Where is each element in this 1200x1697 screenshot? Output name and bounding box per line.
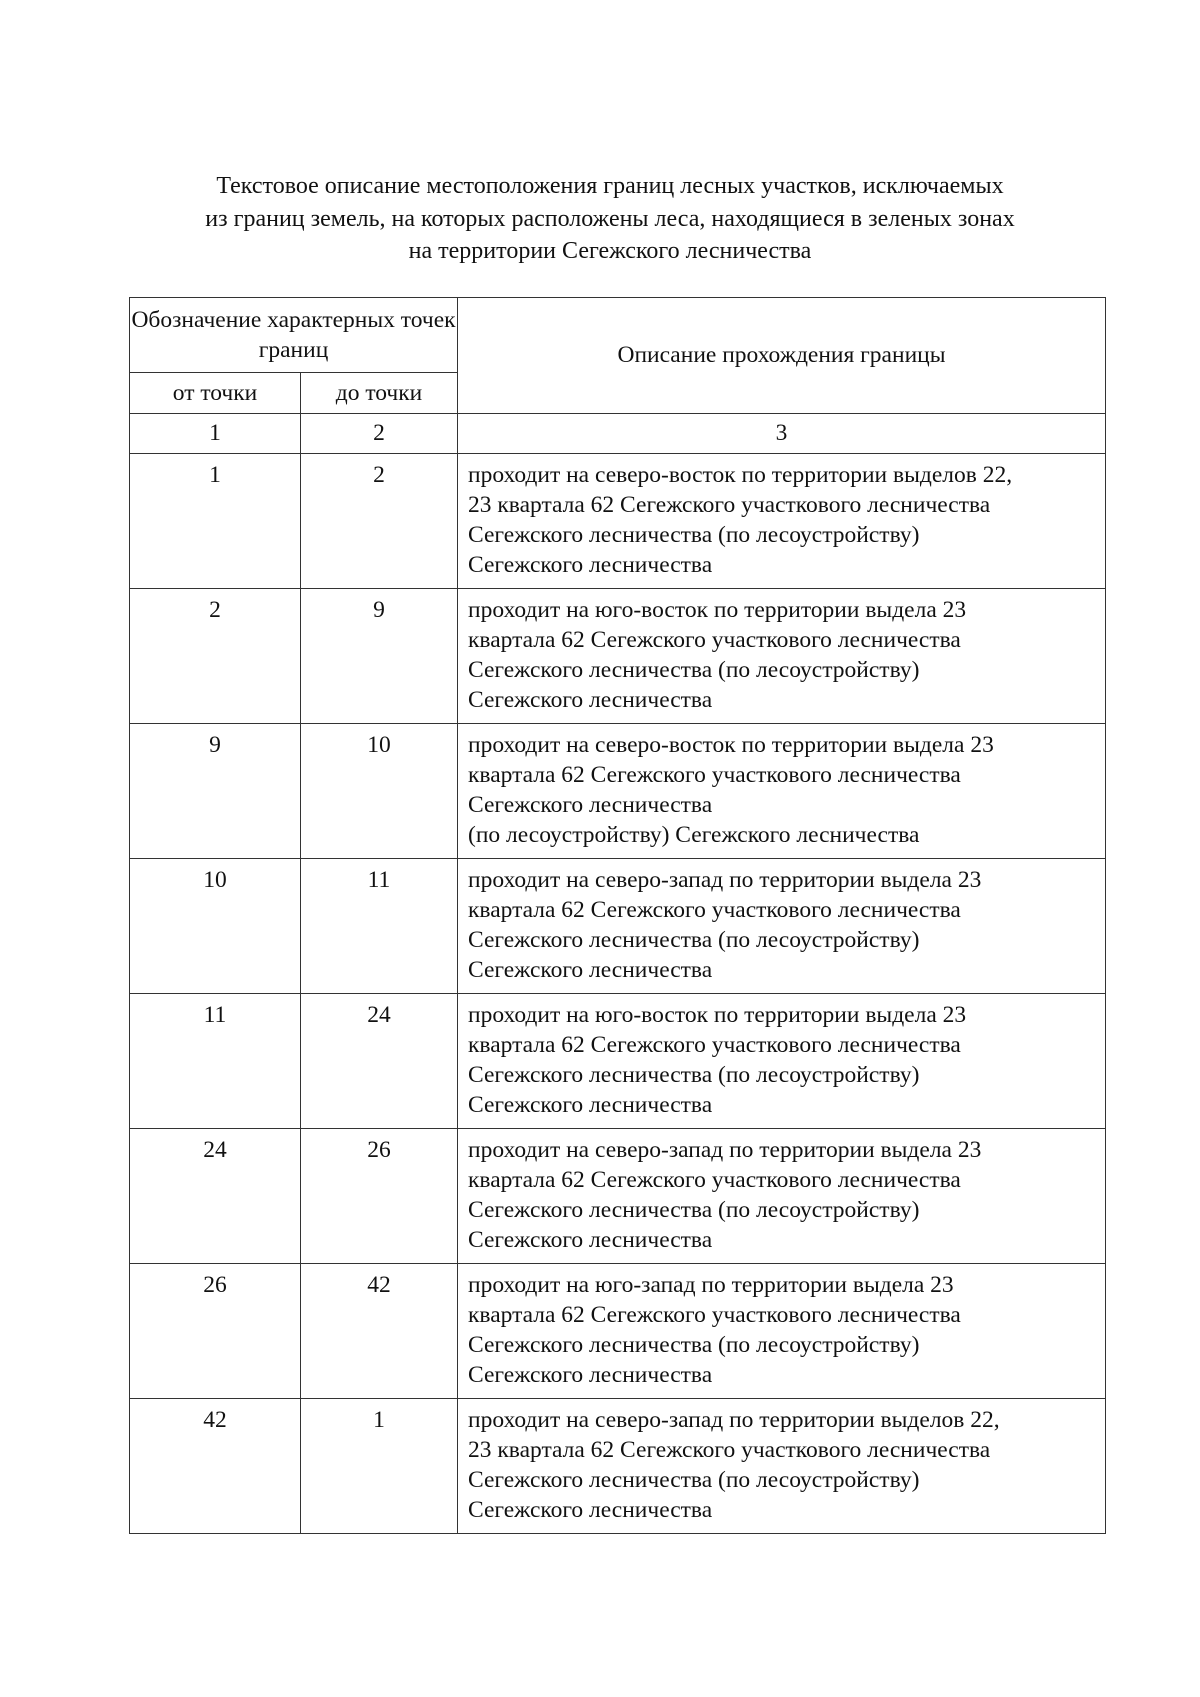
description-line: квартала 62 Сегежского участкового лесничества: [468, 1167, 961, 1193]
from-point-cell: 10: [130, 859, 301, 994]
table-row: [130, 1264, 1106, 1399]
from-point-cell: 24: [130, 1129, 301, 1264]
table-header-row: [130, 298, 1106, 373]
to-point-cell: 10: [301, 724, 458, 859]
column-number: 3: [458, 414, 1106, 454]
column-number: 2: [301, 414, 458, 454]
description-line: проходит на северо-запад по территории выделов 22,: [468, 1407, 1000, 1433]
boundary-description-table: [129, 297, 1106, 1534]
description-line: Сегежского лесничества: [468, 1497, 713, 1523]
description-line: проходит на северо-запад по территории выдела 23: [468, 867, 982, 893]
description-line: Сегежского лесничества (по лесоустройству): [468, 927, 920, 953]
to-point-cell: 42: [301, 1264, 458, 1399]
table-row: [130, 1129, 1106, 1264]
description-line: проходит на северо-восток по территории выделов 22,: [468, 462, 1013, 488]
boundary-description-cell: [458, 859, 1106, 994]
from-point-cell: 26: [130, 1264, 301, 1399]
description-line: Сегежского лесничества (по лесоустройству): [468, 522, 920, 548]
description-line: проходит на северо-восток по территории выдела 23: [468, 732, 994, 758]
to-point-cell: 1: [301, 1399, 458, 1534]
from-point-cell: 11: [130, 994, 301, 1129]
description-line: Сегежского лесничества: [468, 792, 713, 818]
description-line: квартала 62 Сегежского участкового лесничества: [468, 1302, 961, 1328]
description-line: (по лесоустройству) Сегежского лесничества: [468, 822, 920, 848]
description-line: Сегежского лесничества: [468, 687, 713, 713]
from-point-cell: 42: [130, 1399, 301, 1534]
boundary-description-cell: [458, 724, 1106, 859]
title-line: Текстовое описание местоположения границ лесных участков, исключаемых: [216, 173, 1004, 199]
description-line: квартала 62 Сегежского участкового лесничества: [468, 897, 961, 923]
header-to-point: до точки: [301, 373, 458, 414]
description-line: квартала 62 Сегежского участкового лесничества: [468, 762, 961, 788]
description-line: проходит на северо-запад по территории выдела 23: [468, 1137, 982, 1163]
table-row: [130, 859, 1106, 994]
to-point-cell: 2: [301, 454, 458, 589]
column-number: 1: [130, 414, 301, 454]
table-row: [130, 1399, 1106, 1534]
description-line: Сегежского лесничества: [468, 1092, 713, 1118]
description-line: 23 квартала 62 Сегежского участкового лесничества: [468, 492, 991, 518]
table-row: [130, 994, 1106, 1129]
title-line: из границ земель, на которых расположены леса, находящиеся в зеленых зонах: [205, 205, 1015, 232]
from-point-cell: 1: [130, 454, 301, 589]
title-line: на территории Сегежского лесничества: [408, 238, 812, 264]
to-point-cell: 11: [301, 859, 458, 994]
from-point-cell: 9: [130, 724, 301, 859]
boundary-description-cell: [458, 994, 1106, 1129]
boundary-description-cell: [458, 1264, 1106, 1399]
table-row: [130, 589, 1106, 724]
table-row: [130, 454, 1106, 589]
boundary-description-cell: [458, 454, 1106, 589]
description-line: квартала 62 Сегежского участкового лесничества: [468, 627, 961, 653]
description-line: проходит на юго-восток по территории выдела 23: [468, 597, 967, 623]
document-title: [130, 170, 1090, 268]
header-from-point: от точки: [130, 373, 301, 414]
header-description: Описание прохождения границы: [458, 298, 1106, 414]
description-line: проходит на юго-восток по территории выдела 23: [468, 1002, 967, 1028]
column-number-row: [130, 414, 1106, 454]
description-line: квартала 62 Сегежского участкового лесничества: [468, 1032, 961, 1058]
from-point-cell: 2: [130, 589, 301, 724]
description-line: Сегежского лесничества (по лесоустройству): [468, 657, 920, 683]
to-point-cell: 26: [301, 1129, 458, 1264]
to-point-cell: 24: [301, 994, 458, 1129]
description-line: Сегежского лесничества: [468, 1362, 713, 1388]
description-line: Сегежского лесничества: [468, 957, 713, 983]
description-line: проходит на юго-запад по территории выдела 23: [468, 1272, 954, 1298]
description-line: Сегежского лесничества (по лесоустройству): [468, 1062, 920, 1088]
boundary-description-cell: [458, 1399, 1106, 1534]
table-row: [130, 724, 1106, 859]
description-line: Сегежского лесничества (по лесоустройству): [468, 1197, 920, 1223]
description-line: Сегежского лесничества (по лесоустройству): [468, 1467, 920, 1493]
to-point-cell: 9: [301, 589, 458, 724]
description-line: Сегежского лесничества: [468, 1227, 713, 1253]
header-points-group: Обозначение характерных точек границ: [130, 298, 458, 373]
description-line: 23 квартала 62 Сегежского участкового лесничества: [468, 1437, 991, 1463]
boundary-description-cell: [458, 1129, 1106, 1264]
description-line: Сегежского лесничества (по лесоустройству): [468, 1332, 920, 1358]
boundary-description-cell: [458, 589, 1106, 724]
description-line: Сегежского лесничества: [468, 552, 713, 578]
